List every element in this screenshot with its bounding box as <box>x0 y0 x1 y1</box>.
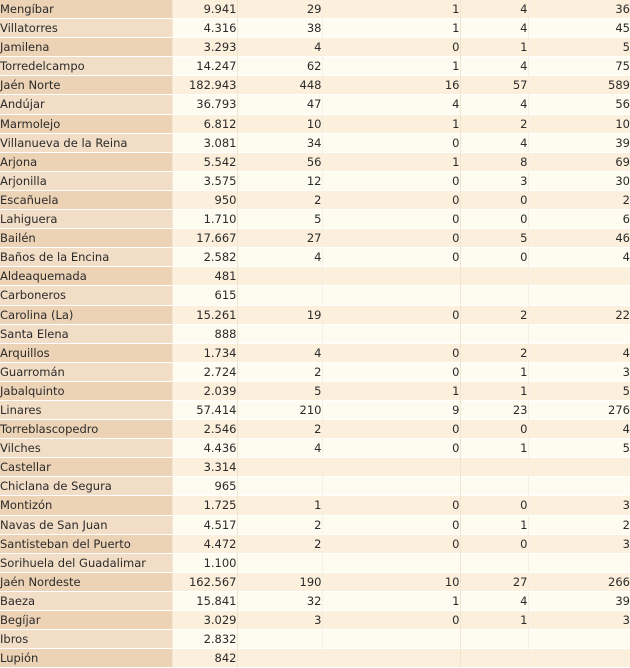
value-cell: 4 <box>460 57 528 76</box>
table-row <box>0 229 630 248</box>
value-cell: 4.316 <box>172 19 237 38</box>
value-cell: 1 <box>322 152 460 171</box>
value-cell <box>528 324 630 343</box>
value-cell <box>322 267 460 286</box>
value-cell: 182.943 <box>172 76 237 95</box>
value-cell: 36 <box>528 0 630 19</box>
value-cell <box>460 286 528 305</box>
value-cell: 2.039 <box>172 381 237 400</box>
value-cell <box>237 630 322 649</box>
value-cell: 15.261 <box>172 305 237 324</box>
value-cell <box>460 267 528 286</box>
value-cell: 0 <box>322 210 460 229</box>
value-cell: 0 <box>322 439 460 458</box>
municipality-name-cell: Carboneros <box>0 286 172 305</box>
value-cell: 6.812 <box>172 114 237 133</box>
value-cell <box>322 477 460 496</box>
value-cell: 57 <box>460 76 528 95</box>
table-row <box>0 210 630 229</box>
value-cell: 3.314 <box>172 458 237 477</box>
value-cell: 5.542 <box>172 152 237 171</box>
table-row <box>0 95 630 114</box>
value-cell: 27 <box>460 572 528 591</box>
value-cell: 3 <box>528 362 630 381</box>
value-cell: 842 <box>172 649 237 668</box>
value-cell <box>528 553 630 572</box>
table-row <box>0 572 630 591</box>
municipality-name-cell: Mengíbar <box>0 0 172 19</box>
value-cell: 0 <box>322 190 460 209</box>
value-cell: 15.841 <box>172 591 237 610</box>
value-cell: 1 <box>322 19 460 38</box>
municipality-name-cell: Castellar <box>0 458 172 477</box>
value-cell: 2.832 <box>172 630 237 649</box>
value-cell <box>528 286 630 305</box>
table-row <box>0 439 630 458</box>
value-cell: 1.100 <box>172 553 237 572</box>
table-row <box>0 57 630 76</box>
municipality-name-cell: Ibros <box>0 630 172 649</box>
value-cell: 2 <box>528 190 630 209</box>
municipality-name-cell: Begíjar <box>0 611 172 630</box>
value-cell: 1 <box>322 381 460 400</box>
value-cell: 5 <box>237 381 322 400</box>
value-cell: 3 <box>460 171 528 190</box>
municipality-name-cell: Santisteban del Puerto <box>0 534 172 553</box>
value-cell: 615 <box>172 286 237 305</box>
municipality-name-cell: Arjonilla <box>0 171 172 190</box>
value-cell: 2.582 <box>172 248 237 267</box>
table-row <box>0 114 630 133</box>
value-cell: 1 <box>322 591 460 610</box>
value-cell: 3 <box>528 496 630 515</box>
table-row <box>0 649 630 668</box>
value-cell <box>460 458 528 477</box>
value-cell: 2 <box>460 305 528 324</box>
value-cell: 0 <box>322 420 460 439</box>
municipality-name-cell: Carolina (La) <box>0 305 172 324</box>
value-cell <box>322 324 460 343</box>
value-cell <box>237 649 322 668</box>
value-cell <box>322 649 460 668</box>
value-cell: 0 <box>460 534 528 553</box>
municipality-name-cell: Chiclana de Segura <box>0 477 172 496</box>
value-cell: 4.472 <box>172 534 237 553</box>
table-row <box>0 553 630 572</box>
value-cell: 1 <box>460 515 528 534</box>
value-cell <box>528 630 630 649</box>
value-cell: 3.081 <box>172 133 237 152</box>
table-row <box>0 171 630 190</box>
value-cell: 0 <box>460 210 528 229</box>
value-cell <box>460 630 528 649</box>
value-cell: 10 <box>237 114 322 133</box>
value-cell: 19 <box>237 305 322 324</box>
value-cell: 36.793 <box>172 95 237 114</box>
value-cell: 1 <box>322 57 460 76</box>
value-cell: 888 <box>172 324 237 343</box>
value-cell: 3.575 <box>172 171 237 190</box>
value-cell: 4 <box>460 95 528 114</box>
value-cell: 2 <box>460 114 528 133</box>
table-row <box>0 362 630 381</box>
table-row <box>0 267 630 286</box>
value-cell: 0 <box>322 496 460 515</box>
value-cell: 0 <box>322 248 460 267</box>
table-row <box>0 420 630 439</box>
municipality-name-cell: Baeza <box>0 591 172 610</box>
value-cell: 5 <box>528 439 630 458</box>
value-cell: 38 <box>237 19 322 38</box>
value-cell: 69 <box>528 152 630 171</box>
value-cell: 1 <box>237 496 322 515</box>
value-cell <box>528 267 630 286</box>
value-cell <box>322 458 460 477</box>
value-cell: 4 <box>528 343 630 362</box>
municipality-name-cell: Torredelcampo <box>0 57 172 76</box>
value-cell: 4 <box>460 591 528 610</box>
value-cell: 4 <box>237 248 322 267</box>
value-cell: 1 <box>460 611 528 630</box>
table-row <box>0 343 630 362</box>
value-cell: 57.414 <box>172 400 237 419</box>
value-cell: 10 <box>528 114 630 133</box>
value-cell: 62 <box>237 57 322 76</box>
municipality-name-cell: Jamilena <box>0 38 172 57</box>
municipality-name-cell: Marmolejo <box>0 114 172 133</box>
municipality-name-cell: Arjona <box>0 152 172 171</box>
value-cell: 210 <box>237 400 322 419</box>
value-cell: 2.724 <box>172 362 237 381</box>
value-cell: 12 <box>237 171 322 190</box>
value-cell: 8 <box>460 152 528 171</box>
value-cell: 1 <box>460 362 528 381</box>
value-cell: 47 <box>237 95 322 114</box>
value-cell: 2 <box>237 362 322 381</box>
value-cell: 3 <box>528 534 630 553</box>
group-name-cell: Jaén Nordeste <box>0 572 172 591</box>
municipality-name-cell: Torreblascopedro <box>0 420 172 439</box>
value-cell: 0 <box>322 362 460 381</box>
value-cell: 56 <box>237 152 322 171</box>
value-cell: 39 <box>528 591 630 610</box>
table-row <box>0 630 630 649</box>
value-cell: 3 <box>528 611 630 630</box>
value-cell: 2 <box>237 515 322 534</box>
value-cell: 45 <box>528 19 630 38</box>
value-cell: 4 <box>237 439 322 458</box>
value-cell <box>528 458 630 477</box>
value-cell: 22 <box>528 305 630 324</box>
value-cell <box>322 286 460 305</box>
municipality-name-cell: Lupión <box>0 649 172 668</box>
value-cell: 4 <box>237 343 322 362</box>
value-cell: 5 <box>460 229 528 248</box>
municipality-name-cell: Villanueva de la Reina <box>0 133 172 152</box>
value-cell: 0 <box>322 38 460 57</box>
value-cell: 34 <box>237 133 322 152</box>
value-cell <box>460 324 528 343</box>
value-cell: 75 <box>528 57 630 76</box>
table-row <box>0 152 630 171</box>
table-row <box>0 190 630 209</box>
value-cell <box>237 324 322 343</box>
municipality-name-cell: Guarromán <box>0 362 172 381</box>
value-cell: 1.725 <box>172 496 237 515</box>
value-cell: 448 <box>237 76 322 95</box>
value-cell: 1 <box>460 381 528 400</box>
value-cell <box>237 286 322 305</box>
value-cell: 0 <box>322 305 460 324</box>
value-cell: 1 <box>322 0 460 19</box>
value-cell: 481 <box>172 267 237 286</box>
table-row <box>0 515 630 534</box>
value-cell: 0 <box>460 496 528 515</box>
value-cell <box>237 267 322 286</box>
municipality-name-cell: Montizón <box>0 496 172 515</box>
table-row <box>0 400 630 419</box>
value-cell <box>237 458 322 477</box>
table-row <box>0 381 630 400</box>
value-cell <box>460 649 528 668</box>
table-row <box>0 38 630 57</box>
table-row <box>0 0 630 19</box>
value-cell: 32 <box>237 591 322 610</box>
table-row <box>0 248 630 267</box>
value-cell: 162.567 <box>172 572 237 591</box>
municipality-name-cell: Sorihuela del Guadalimar <box>0 553 172 572</box>
value-cell: 10 <box>322 572 460 591</box>
municipality-name-cell: Arquillos <box>0 343 172 362</box>
value-cell: 1 <box>322 114 460 133</box>
municipality-name-cell: Navas de San Juan <box>0 515 172 534</box>
municipality-name-cell: Bailén <box>0 229 172 248</box>
value-cell: 2.546 <box>172 420 237 439</box>
municipality-name-cell: Vilches <box>0 439 172 458</box>
value-cell: 0 <box>460 420 528 439</box>
value-cell: 5 <box>528 38 630 57</box>
value-cell: 0 <box>322 133 460 152</box>
value-cell: 4 <box>237 38 322 57</box>
value-cell: 23 <box>460 400 528 419</box>
value-cell <box>322 630 460 649</box>
value-cell: 56 <box>528 95 630 114</box>
value-cell: 46 <box>528 229 630 248</box>
value-cell: 1.734 <box>172 343 237 362</box>
table-row <box>0 611 630 630</box>
value-cell: 190 <box>237 572 322 591</box>
value-cell: 3 <box>237 611 322 630</box>
value-cell: 4 <box>528 248 630 267</box>
table-row <box>0 305 630 324</box>
value-cell: 3.029 <box>172 611 237 630</box>
table-row <box>0 133 630 152</box>
value-cell: 0 <box>322 534 460 553</box>
table-row <box>0 458 630 477</box>
table-row <box>0 534 630 553</box>
municipality-name-cell: Villatorres <box>0 19 172 38</box>
value-cell: 4 <box>528 420 630 439</box>
value-cell: 266 <box>528 572 630 591</box>
value-cell <box>460 553 528 572</box>
value-cell: 9.941 <box>172 0 237 19</box>
municipality-name-cell: Baños de la Encina <box>0 248 172 267</box>
value-cell: 2 <box>528 515 630 534</box>
value-cell: 965 <box>172 477 237 496</box>
value-cell: 39 <box>528 133 630 152</box>
value-cell: 1 <box>460 38 528 57</box>
municipality-name-cell: Linares <box>0 400 172 419</box>
value-cell: 9 <box>322 400 460 419</box>
value-cell: 4 <box>460 19 528 38</box>
value-cell: 1.710 <box>172 210 237 229</box>
group-name-cell: Jaén Norte <box>0 76 172 95</box>
table-row <box>0 324 630 343</box>
value-cell: 2 <box>237 420 322 439</box>
municipality-name-cell: Escañuela <box>0 190 172 209</box>
value-cell <box>237 477 322 496</box>
value-cell: 2 <box>460 343 528 362</box>
value-cell: 5 <box>528 381 630 400</box>
value-cell <box>528 477 630 496</box>
table-row <box>0 286 630 305</box>
value-cell: 2 <box>237 534 322 553</box>
value-cell: 29 <box>237 0 322 19</box>
value-cell: 3.293 <box>172 38 237 57</box>
value-cell: 27 <box>237 229 322 248</box>
value-cell: 17.667 <box>172 229 237 248</box>
value-cell: 589 <box>528 76 630 95</box>
value-cell: 0 <box>322 229 460 248</box>
value-cell: 4 <box>322 95 460 114</box>
value-cell: 4 <box>460 0 528 19</box>
value-cell: 16 <box>322 76 460 95</box>
value-cell: 2 <box>237 190 322 209</box>
municipality-name-cell: Santa Elena <box>0 324 172 343</box>
value-cell: 4 <box>460 133 528 152</box>
value-cell: 6 <box>528 210 630 229</box>
value-cell: 4.517 <box>172 515 237 534</box>
value-cell: 0 <box>322 171 460 190</box>
value-cell: 950 <box>172 190 237 209</box>
municipality-name-cell: Andújar <box>0 95 172 114</box>
municipality-name-cell: Jabalquinto <box>0 381 172 400</box>
value-cell: 30 <box>528 171 630 190</box>
table-row <box>0 76 630 95</box>
value-cell: 5 <box>237 210 322 229</box>
value-cell: 0 <box>322 343 460 362</box>
value-cell: 14.247 <box>172 57 237 76</box>
municipality-name-cell: Aldeaquemada <box>0 267 172 286</box>
value-cell: 1 <box>460 439 528 458</box>
value-cell <box>460 477 528 496</box>
value-cell <box>528 649 630 668</box>
table-row <box>0 477 630 496</box>
value-cell <box>237 553 322 572</box>
value-cell: 0 <box>322 515 460 534</box>
value-cell: 4.436 <box>172 439 237 458</box>
table-row <box>0 591 630 610</box>
value-cell: 276 <box>528 400 630 419</box>
value-cell: 0 <box>460 248 528 267</box>
table-row <box>0 19 630 38</box>
table-row <box>0 496 630 515</box>
value-cell: 0 <box>322 611 460 630</box>
value-cell: 0 <box>460 190 528 209</box>
municipality-name-cell: Lahiguera <box>0 210 172 229</box>
value-cell <box>322 553 460 572</box>
